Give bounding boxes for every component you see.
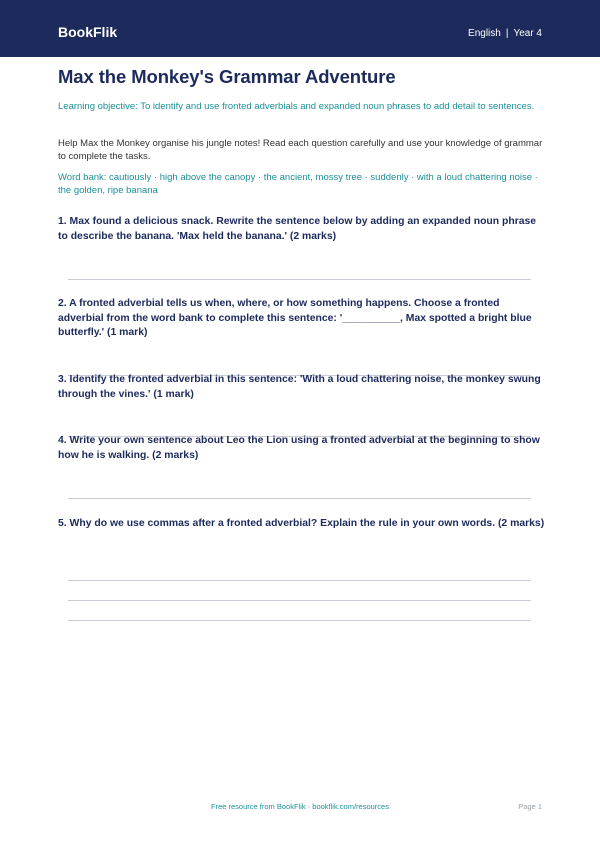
- meta-separator: |: [505, 28, 509, 39]
- question-3: 3. Identify the fronted adverbial in this sentence: 'With a loud chattering noise, the monkey swung through the vines.' (1 mark): [58, 374, 541, 400]
- answer-line-q1[interactable]: [68, 279, 531, 280]
- subject-label: English: [468, 28, 501, 39]
- question-1: 1. Max found a delicious snack. Rewrite the sentence below by adding an expanded noun phrase to describe the banana. 'Max held the banana.' (2 marks): [58, 216, 537, 242]
- answer-line-q4[interactable]: [68, 498, 531, 499]
- intro-text: Help Max the Monkey organise his jungle notes! Read each question carefully and use your knowledge of grammar to complete the tasks.: [58, 138, 543, 162]
- page-number: Page 1: [518, 802, 542, 811]
- question-5: 5. Why do we use commas after a fronted adverbial? Explain the rule in your own words. (2 marks): [58, 518, 545, 529]
- brand-logo: BookFlik: [58, 24, 118, 40]
- learning-objective: Learning objective: To identify and use fronted adverbials and expanded noun phrases to add detail to sentences.: [58, 101, 535, 112]
- answer-line-q5-3[interactable]: [68, 620, 531, 621]
- footer-text: Free resource from BookFlik · bookflik.com/resources: [211, 802, 389, 811]
- subject-year-meta: [468, 28, 542, 39]
- page-title: Max the Monkey's Grammar Adventure: [58, 66, 396, 87]
- header-bar: [0, 0, 600, 57]
- question-4: 4. Write your own sentence about Leo the Lion using a fronted adverbial at the beginning to show how he is walking. (2 marks): [58, 435, 540, 461]
- question-2: 2. A fronted adverbial tells us when, where, or how something happens. Choose a fronted adverbial from the word bank to complete this sentence: '__________, Max spotted a bright blue butterfly.' (1 mark): [58, 298, 532, 338]
- answer-line-q5-1[interactable]: [68, 580, 531, 581]
- word-bank: Word bank: cautiously · high above the canopy · the ancient, mossy tree · suddenly · with a loud chattering noise · the golden, ripe banana: [58, 172, 538, 196]
- year-label: Year 4: [513, 28, 542, 39]
- answer-line-q5-2[interactable]: [68, 600, 531, 601]
